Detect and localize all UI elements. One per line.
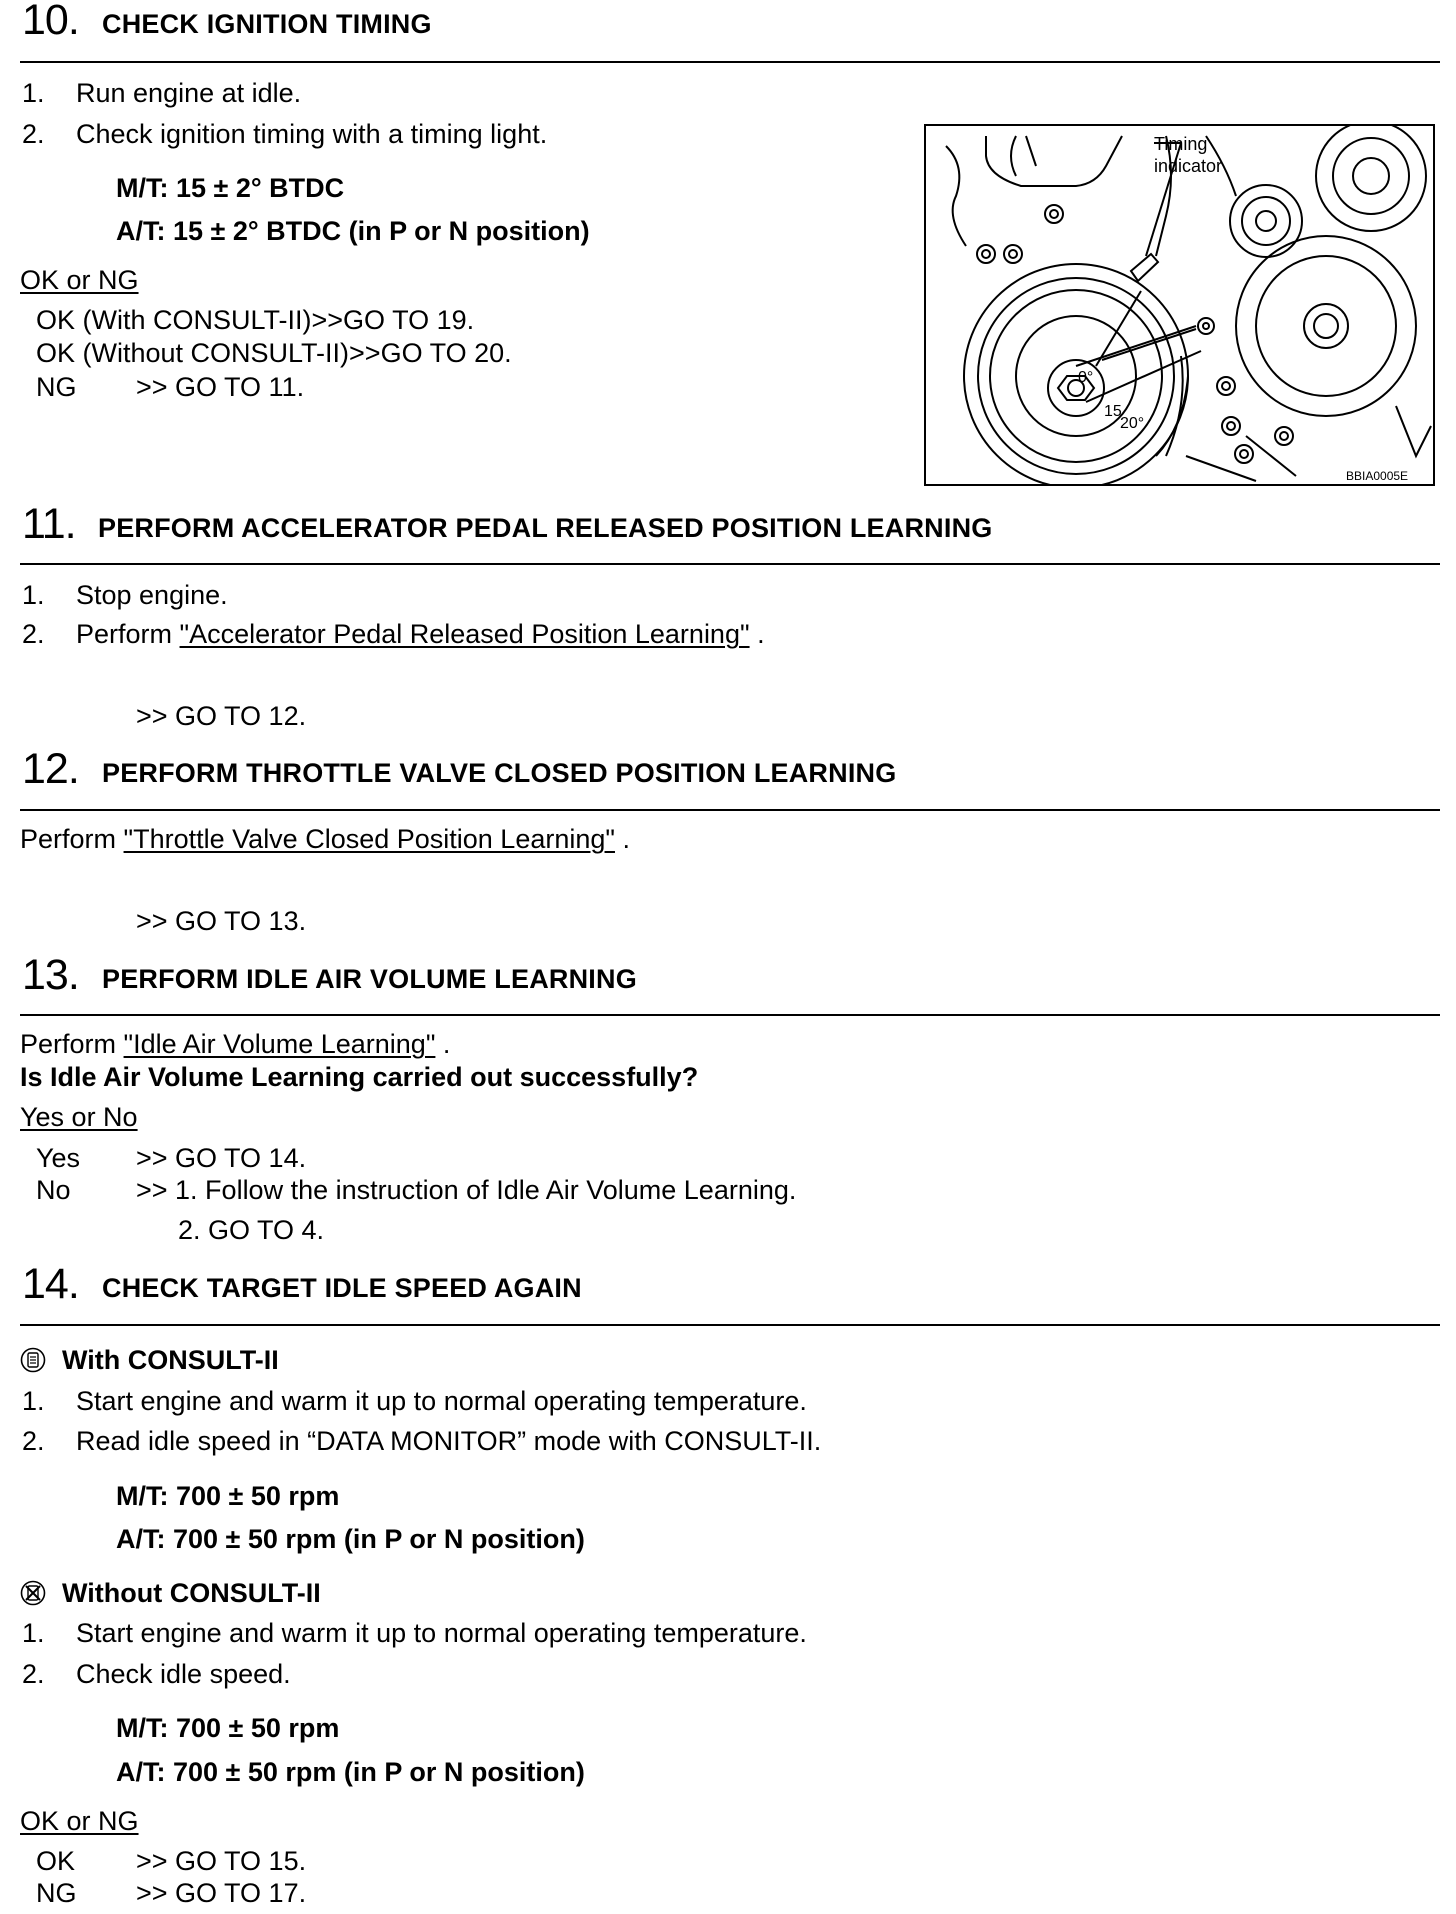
step-number: 2. [22,619,45,649]
spec-mt: M/T: 700 ± 50 rpm [116,1481,340,1511]
no-consult-ii-icon [20,1580,46,1606]
result-ng-action: >> GO TO 17. [136,1878,307,1908]
spec-at: A/T: 700 ± 50 rpm (in P or N position) [116,1757,585,1787]
question: Is Idle Air Volume Learning carried out successfully? [20,1062,699,1092]
step-text [76,621,765,648]
judgement-heading: Yes or No [20,1102,138,1132]
result-no-action-2: 2. GO TO 4. [178,1215,325,1245]
spec-at: A/T: 15 ± 2° BTDC (in P or N position) [116,216,590,246]
step-number: 1. [22,580,45,610]
mark-20: 20° [1120,415,1145,432]
goto-action: >> GO TO 12. [136,701,307,731]
section-divider [20,563,1440,565]
callout-indicator: indicator [1154,156,1223,176]
throttle-valve-learning-link[interactable]: "Throttle Valve Closed Position Learning" [123,824,615,854]
section-title: PERFORM ACCELERATOR PEDAL RELEASED POSITION LEARNING [98,513,993,543]
section-title: CHECK TARGET IDLE SPEED AGAIN [102,1273,582,1303]
section-11-header [20,500,1440,554]
consult-ii-icon [20,1347,46,1373]
spec-mt: M/T: 15 ± 2° BTDC [116,173,345,203]
judgement-heading: OK or NG [20,265,139,295]
step-number: 1. [22,1386,45,1416]
step-number: 2. [22,1426,45,1456]
mark-0: 0° [1078,369,1094,386]
step-number: 2. [22,119,45,149]
perform-suffix: . [442,1029,451,1059]
step-suffix: . [757,619,765,649]
section-title: CHECK IGNITION TIMING [102,9,432,39]
section-divider [20,1014,1440,1016]
crank-pulley-illustration [926,126,1435,486]
perform-line [20,1031,450,1058]
perform-prefix: Perform [20,1029,117,1059]
section-divider [20,61,1440,63]
section-13-header [20,951,1440,1005]
section-number: 12. [22,745,79,793]
step-text: Stop engine. [76,580,228,610]
section-10-header [20,0,1440,50]
section-number: 14. [22,1260,79,1308]
perform-suffix: . [622,824,631,854]
perform-prefix: Perform [20,824,117,854]
result-ng-label: NG [36,1878,77,1908]
with-consult-heading: With CONSULT-II [62,1345,279,1375]
goto-action: >> GO TO 13. [136,906,307,936]
step-text: Start engine and warm it up to normal operating temperature. [76,1386,807,1416]
figure-code: BBIA0005E [1346,469,1409,483]
result-no-label: No [36,1175,71,1205]
ignition-timing-figure [924,124,1435,486]
step-text: Check ignition timing with a timing light. [76,119,548,149]
section-14-header [20,1260,1440,1314]
section-divider [20,809,1440,811]
step-text: Run engine at idle. [76,78,302,108]
result-ok-label: OK [36,1846,76,1876]
section-title: PERFORM IDLE AIR VOLUME LEARNING [102,964,637,994]
without-consult-heading: Without CONSULT-II [62,1578,321,1608]
step-number: 2. [22,1659,45,1689]
result-ng-label: NG [36,372,77,402]
result-no-action: >> 1. Follow the instruction of Idle Air Volume Learning. [136,1175,797,1205]
mark-15: 15 [1104,403,1122,420]
section-divider [20,1324,1440,1326]
spec-at: A/T: 700 ± 50 rpm (in P or N position) [116,1524,585,1554]
step-text: Read idle speed in “DATA MONITOR” mode with CONSULT-II. [76,1426,822,1456]
result-ok-with-consult: OK (With CONSULT-II)>>GO TO 19. [36,305,475,335]
result-yes-label: Yes [36,1143,81,1173]
step-prefix: Perform [76,619,173,649]
section-number: 13. [22,951,79,999]
step-text: Check idle speed. [76,1659,291,1689]
result-ng-action: >> GO TO 11. [136,372,305,402]
section-number: 11. [22,500,76,548]
perform-line [20,826,630,853]
idle-air-volume-learning-link[interactable]: "Idle Air Volume Learning" [123,1029,436,1059]
callout-timing: Timing [1154,134,1208,154]
result-ok-without-consult: OK (Without CONSULT-II)>>GO TO 20. [36,338,512,368]
spec-mt: M/T: 700 ± 50 rpm [116,1713,340,1743]
accelerator-pedal-learning-link[interactable]: "Accelerator Pedal Released Position Learning" [179,619,750,649]
step-number: 1. [22,78,45,108]
step-text: Start engine and warm it up to normal operating temperature. [76,1618,807,1648]
step-number: 1. [22,1618,45,1648]
section-number: 10. [22,0,79,44]
section-12-header [20,745,1440,799]
section-title: PERFORM THROTTLE VALVE CLOSED POSITION LEARNING [102,758,897,788]
result-yes-action: >> GO TO 14. [136,1143,307,1173]
judgement-heading: OK or NG [20,1806,139,1836]
result-ok-action: >> GO TO 15. [136,1846,307,1876]
